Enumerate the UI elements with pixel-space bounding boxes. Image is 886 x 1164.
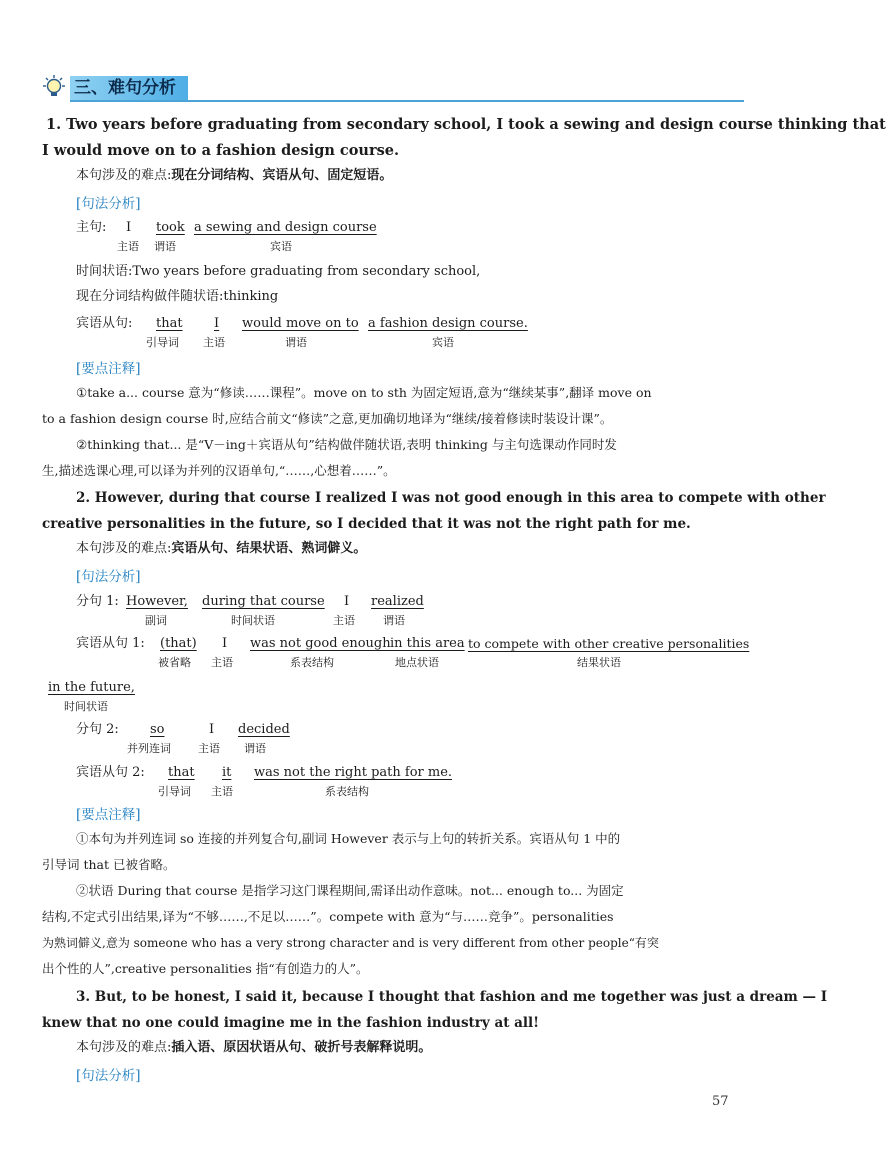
difficulty-points: 插入语、原因状语从句、破折号表解释说明。 — [171, 1040, 432, 1055]
sentence-3-line-1: 3. But, to be honest, I said it, because I thought that fashion and me together was just a dream — I — [76, 989, 828, 1005]
word-so: so — [150, 722, 165, 737]
clause-2-prefix: 分句 2: — [76, 722, 119, 737]
role-conjunction: 并列连词 — [127, 742, 171, 755]
syntax-label: [句法分析] — [76, 196, 141, 212]
role-subject-3: 主语 — [333, 614, 355, 627]
role-adverb: 副词 — [145, 614, 167, 627]
role-subject-5: 主语 — [198, 742, 220, 755]
note-2-line-2: 生,描述选课心理,可以译为并列的汉语单句,“……,心想着……”。 — [42, 463, 396, 478]
role-subject-6: 主语 — [211, 785, 233, 798]
word-i-4: I — [222, 636, 228, 651]
role-object: 宾语 — [270, 240, 292, 253]
word-that-2: that — [168, 765, 195, 780]
note-1-line-1: ①take a... course 意为“修读……课程”。move on to sth 为固定短语,意为“继续某事”,翻译 move on — [76, 385, 652, 400]
syntax-label: [句法分析] — [76, 1068, 141, 1084]
lightbulb-icon — [40, 74, 68, 102]
word-in-this-area: in this area — [390, 636, 465, 651]
word-that-omitted: (that) — [160, 636, 197, 651]
word-that: that — [156, 316, 183, 331]
role-predicate-5: 谓语 — [244, 742, 266, 755]
role-link-structure-2: 系表结构 — [325, 785, 369, 798]
word-right-path: was not the right path for me. — [254, 765, 453, 780]
word-i-5: I — [209, 722, 215, 737]
word-i-2: I — [214, 316, 220, 331]
word-in-the-future: in the future, — [48, 680, 135, 695]
word-i-3: I — [344, 594, 350, 609]
difficulty-2 — [76, 539, 366, 559]
note-1-line-2: to a fashion design course 时,应结合前文“修读”之意,更加确切地译为“继续/接着修读时装设计课”。 — [42, 411, 613, 426]
word-however: However, — [126, 594, 188, 609]
section-rule — [70, 100, 744, 102]
note-4-line-3: 为熟词僻义,意为 someone who has a very strong character and is very different from other people“有突 — [42, 936, 659, 950]
word-would-move-on: would move on to — [242, 316, 359, 331]
sentence-3-line-2: knew that no one could imagine me in the fashion industry at all! — [42, 1015, 540, 1031]
word-decided: decided — [238, 722, 290, 737]
note-4-line-2: 结构,不定式引出结果,译为“不够……,不足以……”。compete with 意为“与……竞争”。personalities — [42, 909, 614, 924]
difficulty-points: 宾语从句、结果状语、熟词僻义。 — [171, 541, 367, 556]
note-3-line-2: 引导词 that 已被省略。 — [42, 857, 176, 872]
sentence-1-line-2: I would move on to a fashion design course. — [42, 142, 400, 159]
object-clause-2-prefix: 宾语从句 2: — [76, 765, 145, 780]
word-fashion-course: a fashion design course. — [368, 316, 528, 331]
sentence-1-line-1: 1. Two years before graduating from secondary school, I took a sewing and design course thinking that — [46, 116, 886, 133]
word-it: it — [222, 765, 232, 780]
role-omitted: 被省略 — [158, 656, 191, 669]
role-link-structure: 系表结构 — [290, 656, 334, 669]
clause-1-prefix: 分句 1: — [76, 594, 119, 609]
time-adverbial: 时间状语:Two years before graduating from secondary school, — [76, 264, 481, 279]
difficulty-prefix: 本句涉及的难点: — [76, 541, 172, 556]
difficulty-3 — [76, 1038, 431, 1058]
word-realized: realized — [371, 594, 424, 609]
note-4-line-4: 出个性的人”,creative personalities 指“有创造力的人”。 — [42, 961, 369, 976]
role-subject-2: 主语 — [203, 336, 225, 349]
role-time-adverbial-2: 时间状语 — [64, 700, 108, 713]
note-3-line-1: ①本句为并列连词 so 连接的并列复合句,副词 However 表示与上句的转折关系。宾语从句 1 中的 — [76, 831, 621, 846]
word-during-course: during that course — [202, 594, 325, 609]
word-course: a sewing and design course — [194, 220, 377, 235]
difficulty-prefix: 本句涉及的难点: — [76, 168, 172, 183]
main-clause-prefix: 主句: — [76, 220, 107, 235]
note-4-line-1: ②状语 During that course 是指学习这门课程期间,需译出动作意味。not... enough to... 为固定 — [76, 883, 624, 898]
role-introducer: 引导词 — [146, 336, 179, 349]
difficulty-prefix: 本句涉及的难点: — [76, 1040, 172, 1055]
difficulty-points: 现在分词结构、宾语从句、固定短语。 — [171, 168, 393, 183]
object-clause-prefix: 宾语从句: — [76, 316, 133, 331]
section-title: 三、难句分析 — [74, 78, 176, 98]
syntax-label: [句法分析] — [76, 569, 141, 585]
role-result-adverbial: 结果状语 — [577, 656, 621, 669]
role-subject: 主语 — [117, 240, 139, 253]
participle-structure: 现在分词结构做伴随状语:thinking — [76, 289, 279, 304]
difficulty-1 — [76, 166, 392, 186]
object-clause-1-prefix: 宾语从句 1: — [76, 636, 145, 651]
word-to-compete: to compete with other creative personalities — [468, 636, 750, 651]
role-time-adverbial: 时间状语 — [231, 614, 275, 627]
role-object-2: 宾语 — [432, 336, 454, 349]
notes-label: [要点注释] — [76, 361, 141, 377]
page-number: 57 — [712, 1094, 729, 1109]
role-subject-4: 主语 — [211, 656, 233, 669]
role-place-adverbial: 地点状语 — [395, 656, 439, 669]
sentence-2-line-2: creative personalities in the future, so I decided that it was not the right path for me. — [42, 516, 691, 532]
notes-label: [要点注释] — [76, 807, 141, 823]
sentence-2-line-1: 2. However, during that course I realized I was not good enough in this area to compete with other — [76, 490, 826, 506]
role-predicate: 谓语 — [154, 240, 176, 253]
note-2-line-1: ②thinking that... 是“V－ing＋宾语从句”结构做伴随状语,表明 thinking 与主句选课动作同时发 — [76, 437, 617, 452]
word-i: I — [126, 220, 132, 235]
role-introducer-2: 引导词 — [158, 785, 191, 798]
word-not-good-enough: was not good enough — [250, 636, 391, 651]
role-predicate-3: 谓语 — [383, 614, 405, 627]
role-predicate-2: 谓语 — [285, 336, 307, 349]
word-took: took — [156, 220, 185, 235]
